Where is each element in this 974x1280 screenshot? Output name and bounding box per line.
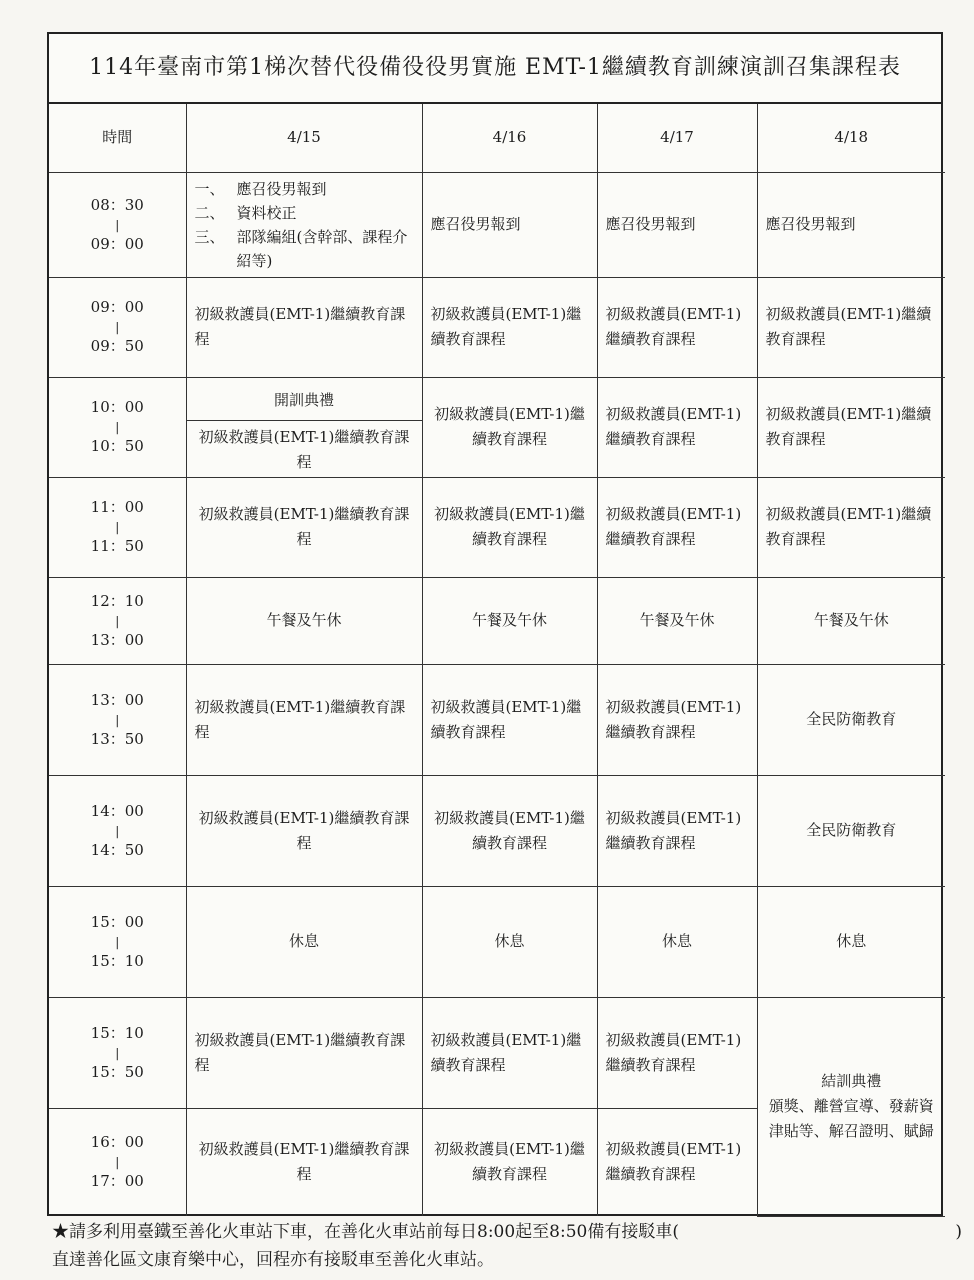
time-slot: 16：00 | 17：00: [49, 1108, 186, 1216]
rest-cell: 休息: [757, 886, 945, 997]
lunch-cell: 午餐及午休: [757, 577, 945, 664]
schedule-cell: 初級救護員(EMT-1)繼續教育課程: [597, 477, 757, 577]
schedule-cell: 初級救護員(EMT-1)繼續教育課程: [597, 664, 757, 775]
schedule-cell: 初級救護員(EMT-1)繼續教育課程: [422, 1108, 597, 1216]
table-row: [49, 997, 945, 1108]
checkin-list: 一、 應召役男報到 二、 資料校正 三、 部隊編組(含幹部、課程介紹等): [186, 172, 422, 277]
schedule-cell: 初級救護員(EMT-1)繼續教育課程: [757, 377, 945, 477]
schedule-cell: 初級救護員(EMT-1)繼續教育課程: [422, 277, 597, 377]
schedule-cell: 初級救護員(EMT-1)繼續教育課程: [186, 277, 422, 377]
schedule-cell: 初級救護員(EMT-1)繼續教育課程: [186, 775, 422, 886]
header-date: 4/17: [597, 104, 757, 172]
table-row: [49, 277, 945, 377]
defense-cell: 全民防衛教育: [757, 664, 945, 775]
schedule-cell: 初級救護員(EMT-1)繼續教育課程: [597, 775, 757, 886]
schedule-cell: 應召役男報到: [422, 172, 597, 277]
lunch-cell: 午餐及午休: [422, 577, 597, 664]
rest-cell: 休息: [422, 886, 597, 997]
schedule-cell: 初級救護員(EMT-1)繼續教育課程: [422, 997, 597, 1108]
document-title: 114年臺南市第1梯次替代役備役役男實施 EMT-1繼續教育訓練演訓召集課程表: [49, 34, 941, 104]
time-slot: 09：00 | 09：50: [49, 277, 186, 377]
schedule-cell: 初級救護員(EMT-1)繼續教育課程: [186, 1108, 422, 1216]
schedule-cell: 初級救護員(EMT-1)繼續教育課程: [597, 377, 757, 477]
schedule-cell: 初級救護員(EMT-1)繼續教育課程: [186, 477, 422, 577]
schedule-cell: 應召役男報到: [757, 172, 945, 277]
header-row: [49, 104, 945, 172]
rest-cell: 休息: [597, 886, 757, 997]
time-slot: 15：00 | 15：10: [49, 886, 186, 997]
table-row: [49, 477, 945, 577]
header-date: 4/18: [757, 104, 945, 172]
schedule-cell: 初級救護員(EMT-1)繼續教育課程: [422, 775, 597, 886]
time-slot: 12：10 | 13：00: [49, 577, 186, 664]
table-row: [49, 377, 945, 477]
schedule-table: [49, 104, 945, 1217]
header-time: 時間: [49, 104, 186, 172]
table-row: [49, 172, 945, 277]
lunch-cell: 午餐及午休: [597, 577, 757, 664]
header-date: 4/15: [186, 104, 422, 172]
footer-note: [52, 1218, 962, 1274]
schedule-cell: 初級救護員(EMT-1)繼續教育課程: [597, 277, 757, 377]
schedule-cell: 初級救護員(EMT-1)繼續教育課程: [597, 1108, 757, 1216]
schedule-cell: 初級救護員(EMT-1)繼續教育課程: [422, 477, 597, 577]
footer-line-1: ★請多利用臺鐵至善化火車站下車，在善化火車站前每日8:00起至8:50備有接駁車(: [52, 1222, 679, 1242]
schedule-cell: 初級救護員(EMT-1)繼續教育課程: [422, 377, 597, 477]
schedule-cell: 初級救護員(EMT-1)繼續教育課程: [597, 997, 757, 1108]
rest-cell: 休息: [186, 886, 422, 997]
split-cell: [186, 377, 422, 477]
schedule-sheet: [47, 32, 943, 1216]
time-slot: 08：30 | 09：00: [49, 172, 186, 277]
footer-paren: ): [955, 1222, 962, 1242]
schedule-cell: 應召役男報到: [597, 172, 757, 277]
schedule-cell: 初級救護員(EMT-1)繼續教育課程: [757, 277, 945, 377]
schedule-cell: 初級救護員(EMT-1)繼續教育課程: [186, 664, 422, 775]
schedule-cell: 初級救護員(EMT-1)繼續教育課程: [186, 997, 422, 1108]
time-slot: 15：10 | 15：50: [49, 997, 186, 1108]
schedule-cell: 初級救護員(EMT-1)繼續教育課程: [198, 427, 410, 471]
schedule-cell: 初級救護員(EMT-1)繼續教育課程: [757, 477, 945, 577]
table-row: [49, 577, 945, 664]
table-row: [49, 664, 945, 775]
opening-ceremony: 開訓典禮: [187, 380, 422, 421]
footer-line-2: 直達善化區文康育樂中心，回程亦有接駁車至善化火車站。: [52, 1250, 494, 1270]
time-slot: 13：00 | 13：50: [49, 664, 186, 775]
closing-title: 結訓典禮: [821, 1072, 882, 1090]
defense-cell: 全民防衛教育: [757, 775, 945, 886]
schedule-cell: 初級救護員(EMT-1)繼續教育課程: [422, 664, 597, 775]
lunch-cell: 午餐及午休: [186, 577, 422, 664]
table-row: [49, 775, 945, 886]
closing-ceremony: [757, 997, 945, 1216]
header-date: 4/16: [422, 104, 597, 172]
table-row: [49, 886, 945, 997]
time-slot: 10：00 | 10：50: [49, 377, 186, 477]
time-slot: 11：00 | 11：50: [49, 477, 186, 577]
time-slot: 14：00 | 14：50: [49, 775, 186, 886]
closing-detail: 頒獎、離營宣導、發薪資津貼等、解召證明、賦歸: [768, 1097, 934, 1140]
